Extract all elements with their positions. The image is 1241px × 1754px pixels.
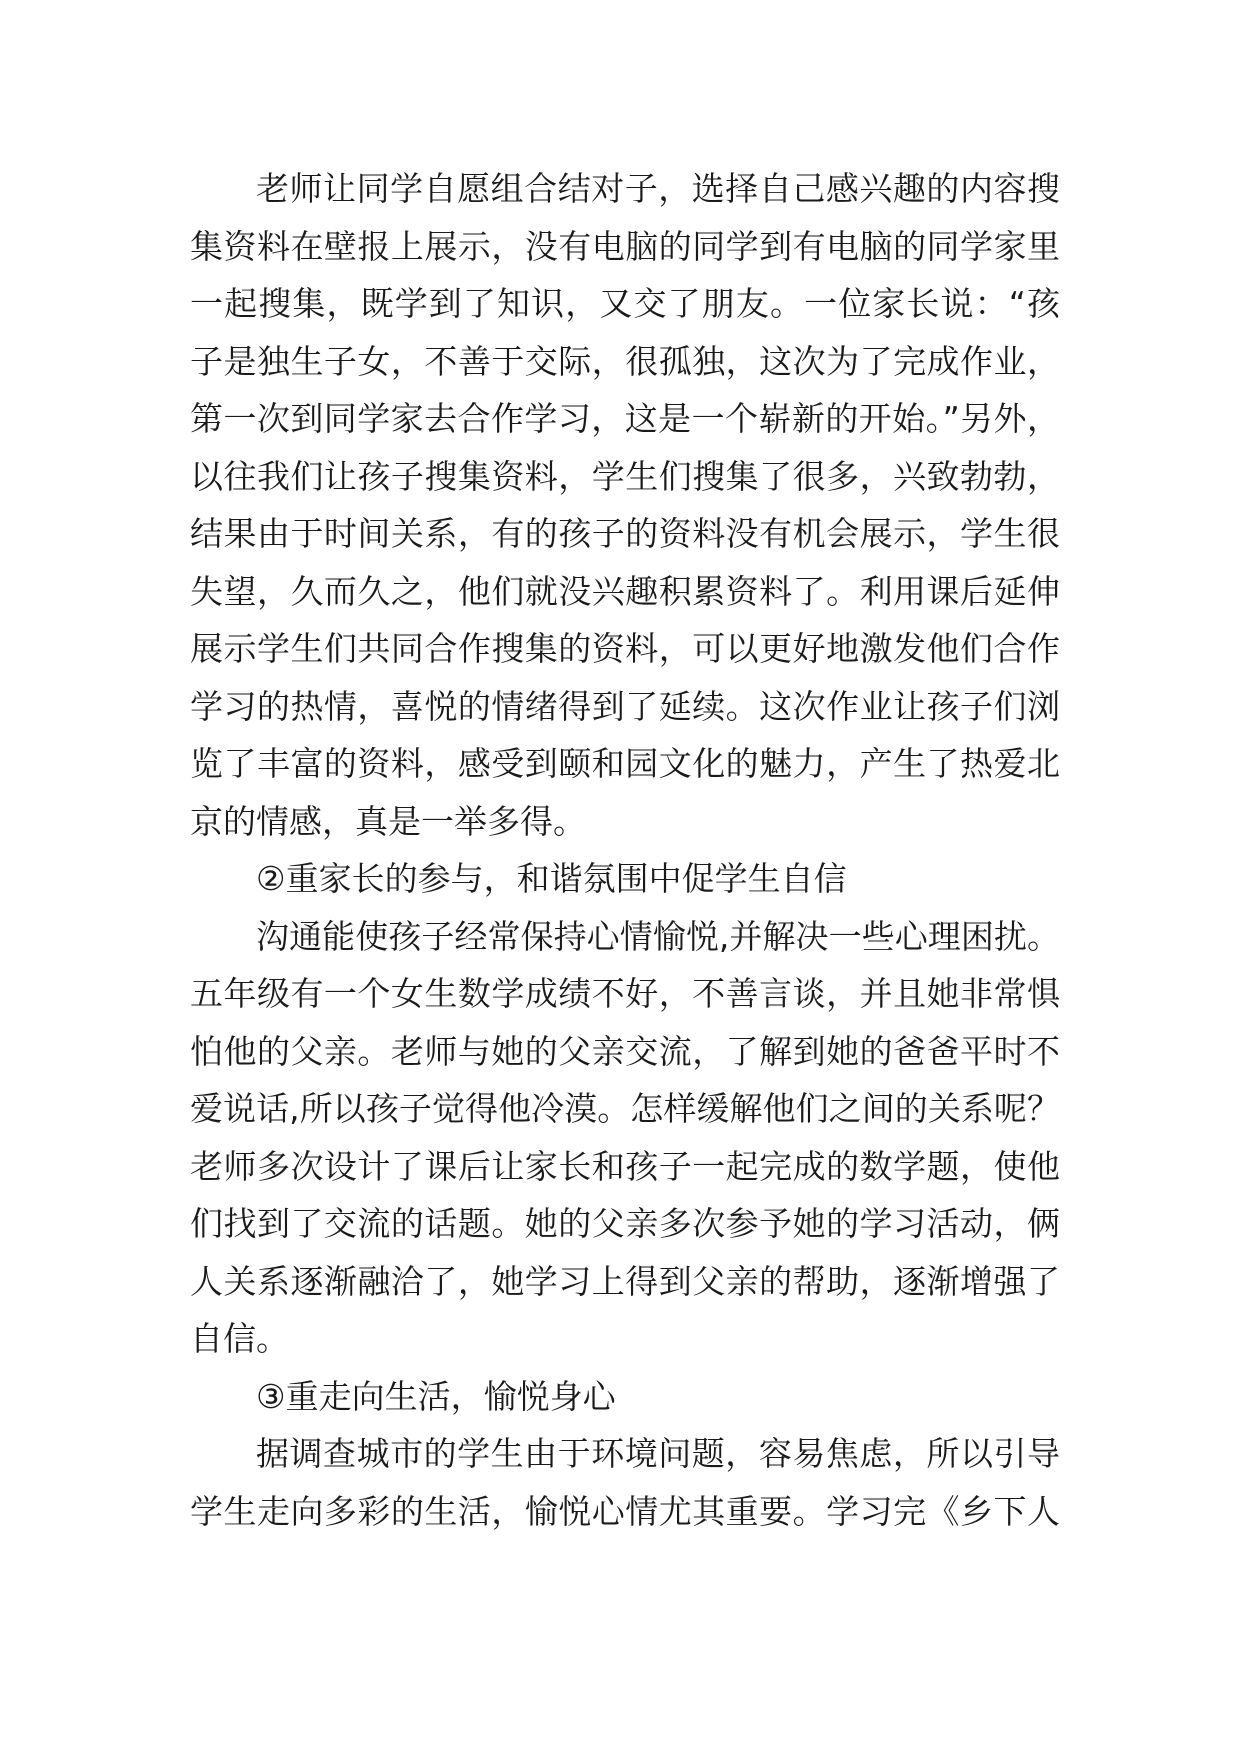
text-line: 老师让同学自愿组合结对子，选择自己感兴趣的内容搜 (256, 169, 1060, 208)
text-line: 们找到了交流的话题。她的父亲多次参予她的学习活动，俩 (190, 1204, 1060, 1243)
text-line: 集资料在壁报上展示，没有电脑的同学到有电脑的同学家里 (190, 226, 1060, 266)
text-line: 五年级有一个女生数学成绩不好，不善言谈，并且她非常惧 (190, 974, 1060, 1013)
text-line: 失望，久而久之，他们就没兴趣积累资料了。利用课后延伸 (190, 571, 1060, 611)
text-line: 第一次到同学家去合作学习，这是一个崭新的开始。”另外， (190, 399, 1060, 438)
text-line: 览了丰富的资料，感受到颐和园文化的魅力，产生了热爱北 (190, 744, 1060, 783)
section-heading: ③重走向生活，愉悦身心 (256, 1376, 616, 1416)
document-body (190, 160, 1060, 1540)
text-line: 人关系逐渐融洽了，她学习上得到父亲的帮助，逐渐增强了 (190, 1261, 1060, 1301)
text-line: 据调查城市的学生由于环境问题，容易焦虑，所以引导 (256, 1434, 1060, 1473)
text-line: 爱说话,所以孩子觉得他冷漠。怎样缓解他们之间的关系呢？ (190, 1089, 1060, 1128)
text-line: 怕他的父亲。老师与她的父亲交流，了解到她的爸爸平时不 (190, 1031, 1060, 1071)
section-heading: ②重家长的参与，和谐氛围中促学生自信 (256, 859, 847, 898)
text-line: 子是独生子女，不善于交际，很孤独，这次为了完成作业， (190, 341, 1060, 381)
text-line: 学习的热情，喜悦的情绪得到了延续。这次作业让孩子们浏 (190, 686, 1060, 726)
text-line: 老师多次设计了课后让家长和孩子一起完成的数学题，使他 (190, 1146, 1060, 1186)
text-line: 学生走向多彩的生活，愉悦心情尤其重要。学习完《乡下人 (190, 1491, 1060, 1531)
text-line: 自信。 (190, 1319, 289, 1358)
text-line: 京的情感，真是一举多得。 (190, 801, 586, 841)
text-line: 沟通能使孩子经常保持心情愉悦,并解决一些心理困扰。 (256, 916, 1060, 956)
text-line: 结果由于时间关系，有的孩子的资料没有机会展示，学生很 (190, 514, 1060, 553)
text-line: 一起搜集，既学到了知识，又交了朋友。一位家长说：“孩 (190, 284, 1060, 323)
text-line: 展示学生们共同合作搜集的资料，可以更好地激发他们合作 (190, 629, 1060, 668)
text-line: 以往我们让孩子搜集资料，学生们搜集了很多，兴致勃勃， (190, 456, 1060, 496)
